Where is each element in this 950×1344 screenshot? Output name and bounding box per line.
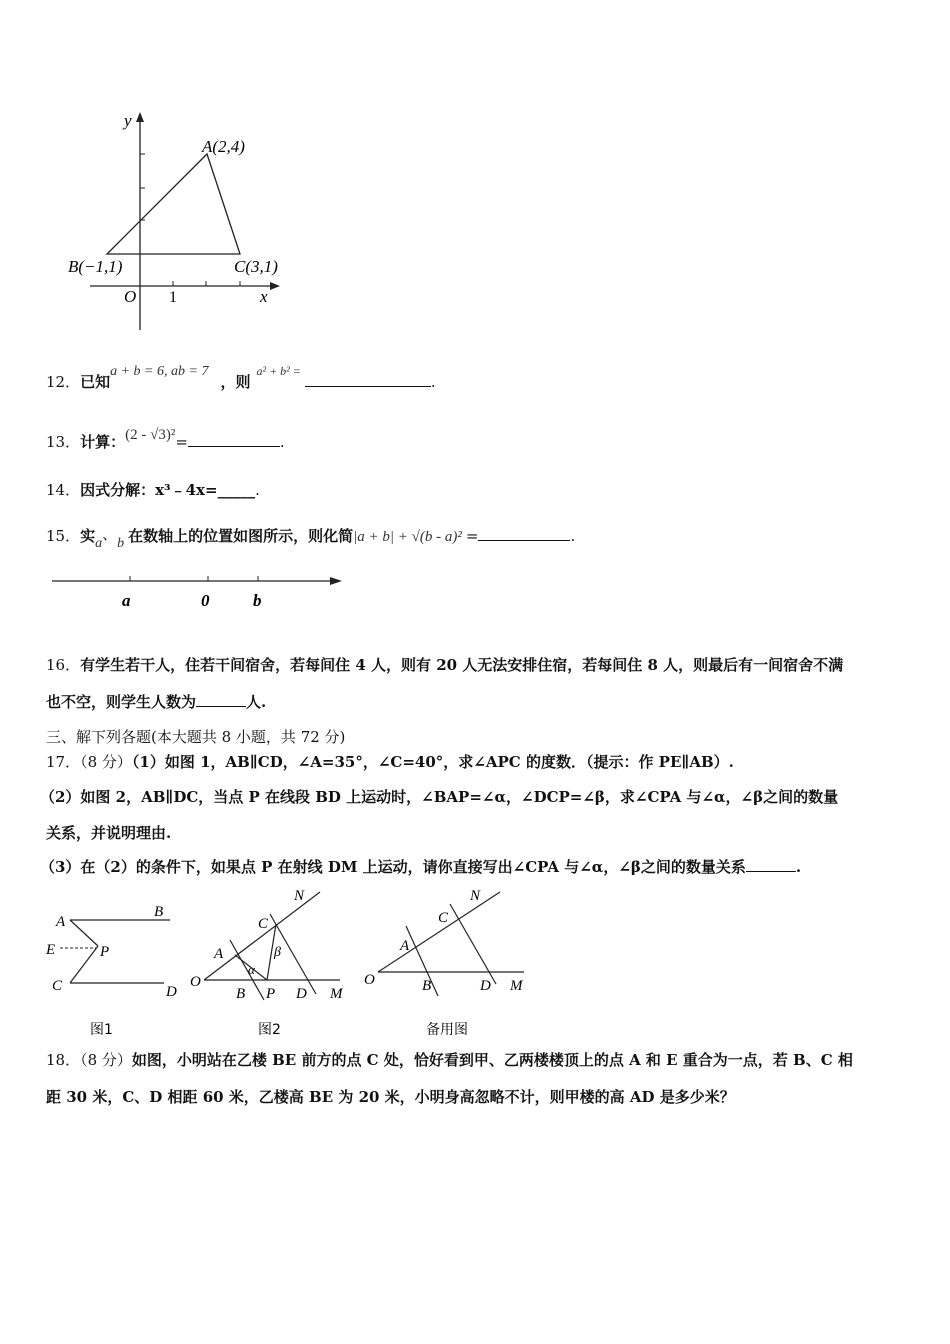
label-zero: 0 [201, 591, 210, 610]
label-a: A [214, 946, 224, 962]
separator: 、 [102, 525, 118, 543]
var-a: a [95, 536, 103, 551]
q16-unit: 人. [246, 693, 267, 711]
label-b: B [422, 978, 432, 994]
q16-line2: 也不空，则学生人数为 [46, 693, 197, 711]
label-a: a [122, 591, 131, 610]
q14-end: . [255, 481, 260, 499]
y-label: y [124, 111, 132, 130]
question-number: 16． [46, 656, 81, 674]
point-c-label: C(3,1) [234, 257, 278, 276]
caption: 备用图 [426, 1022, 468, 1038]
caption: 图1 [90, 1022, 113, 1038]
q13-expression: (2 - √3)² [125, 427, 176, 443]
q12-expression: a² + b² = [256, 364, 301, 378]
tick-one-label: 1 [169, 289, 177, 306]
q16-line1: 有学生若干人，住若干间宿舍，若每间住 4 人，则有 20 人无法安排住宿，若每间住 8 人，则最后有一间宿舍不满 [80, 656, 844, 674]
figure-1 [42, 900, 192, 1042]
q17-part1: （1）如图 1，AB∥CD，∠A=35°，∠C=40°，求∠APC 的度数．（提示：作 PE∥AB）. [131, 753, 734, 771]
label-n: N [294, 888, 305, 904]
question-15 [46, 525, 576, 551]
question-16 [46, 655, 843, 675]
label-beta: β [274, 945, 281, 960]
answer-blank[interactable] [478, 526, 570, 541]
var-b: b [117, 536, 125, 551]
q15-prefix: 实 [80, 527, 96, 545]
arrow-icon [330, 577, 342, 585]
question-number: 15． [46, 527, 81, 545]
figure-backup [362, 884, 537, 1042]
q17-part3-end: . [795, 858, 802, 876]
q13-end: . [279, 433, 285, 451]
q12-prefix: 已知 [80, 373, 111, 391]
origin-label: O [124, 287, 137, 306]
question-12 [46, 364, 436, 394]
label-m: M [510, 978, 523, 994]
question-number: 17． [46, 753, 81, 771]
q17-part2-cont: 关系，并说明理由. [46, 824, 172, 842]
label-a: A [400, 938, 410, 954]
coordinate-graph [60, 108, 300, 338]
label-p: P [100, 944, 110, 960]
q12-mid: ，则 [220, 373, 251, 391]
label-o: O [190, 974, 201, 990]
label-p: P [266, 986, 276, 1002]
q18-line1: 如图，小明站在乙楼 BE 前方的点 C 处，恰好看到甲、乙两楼楼顶上的点 A 和 E 重合为一点，若 B、C 相 [131, 1051, 853, 1069]
question-14 [46, 480, 260, 500]
label-n: N [470, 888, 481, 904]
label-d: D [166, 984, 177, 1000]
question-13 [46, 427, 285, 453]
q17-part3 [40, 857, 801, 877]
question-number: 12． [46, 373, 81, 391]
q17-part3-text: （3）在（2）的条件下，如果点 P 在射线 DM 上运动，请你直接写出∠CPA 与∠α，∠β之间的数量关系 [40, 858, 746, 876]
point-a-label: A(2,4) [202, 137, 245, 156]
answer-blank[interactable] [196, 692, 246, 707]
q15-equals: = [465, 527, 479, 545]
question-number: 18． [46, 1051, 81, 1069]
x-axis-arrow [270, 282, 280, 290]
question-number: 13． [46, 433, 81, 451]
section-heading: 三、解下列各题(本大题共 8 小题，共 72 分) [46, 728, 346, 746]
label-a: A [56, 914, 66, 930]
label-alpha: α [248, 962, 255, 977]
question-16-cont [46, 692, 266, 712]
q15-end: . [570, 527, 576, 545]
answer-blank[interactable]: _____ [217, 481, 256, 499]
label-e: E [46, 942, 56, 958]
question-18 [46, 1050, 853, 1070]
label-b: B [236, 986, 246, 1002]
label-m: M [330, 986, 343, 1002]
answer-blank[interactable] [188, 432, 280, 447]
question-17 [46, 752, 734, 772]
label-d: D [480, 978, 491, 994]
score: （8 分） [80, 753, 132, 771]
q12-end: . [430, 373, 436, 391]
q13-prefix: 计算： [80, 433, 126, 451]
point-b-label: B(−1,1) [68, 257, 123, 276]
label-c: C [438, 910, 449, 926]
label-b: b [253, 591, 262, 610]
number-line [50, 570, 350, 614]
q17-part2: （2）如图 2，AB∥DC，当点 P 在线段 BD 上运动时，∠BAP=∠α，∠DCP=∠β，求∠CPA 与∠α，∠β之间的数量 [40, 788, 839, 806]
label-d: D [296, 986, 307, 1002]
triangle-abc [107, 154, 240, 254]
q15-mid: 在数轴上的位置如图所示，则化简 [128, 527, 354, 545]
answer-blank[interactable] [746, 857, 796, 872]
q14-text: 因式分解：x³﹣4x= [80, 481, 218, 499]
label-c: C [52, 978, 63, 994]
label-c: C [258, 916, 269, 932]
answer-blank[interactable] [305, 372, 431, 387]
question-number: 14． [46, 481, 81, 499]
x-label: x [260, 287, 268, 306]
score: （8 分） [80, 1051, 132, 1069]
label-o: O [364, 972, 375, 988]
q12-condition: a + b = 6, ab = 7 [110, 364, 209, 379]
label-b: B [154, 904, 164, 920]
q13-equals: = [175, 433, 188, 451]
q18-line2: 距 30 米，C、D 相距 60 米，乙楼高 BE 为 20 米，小明身高忽略不计，则甲楼的高 AD 是多少米？ [46, 1088, 735, 1106]
q15-expression: |a + b| + √(b - a)² [353, 529, 462, 545]
figure-2 [190, 884, 360, 1042]
caption: 图2 [258, 1022, 281, 1038]
y-axis-arrow [136, 112, 144, 122]
